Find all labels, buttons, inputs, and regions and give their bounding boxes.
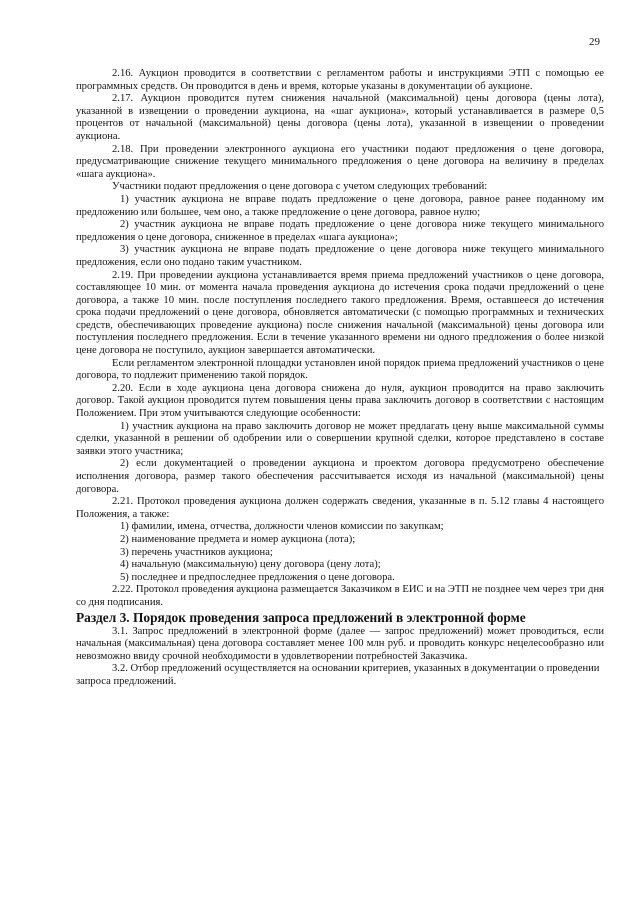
paragraph-2-22: 2.22. Протокол проведения аукциона размещается Заказчиком в ЕИС и на ЭТП не позднее чем через три дня со дня подписания. xyxy=(76,584,604,608)
protocol-item-2: 2) наименование предмета и номер аукциона (лота); xyxy=(120,533,356,545)
requirement-item-2: 2) участник аукциона не вправе подать предложение о цене договора ниже текущего минимального предложения о цене договора, сниженное в пределах «шага аукциона»; xyxy=(76,219,604,243)
paragraph-2-19-note: Если регламентом электронной площадки установлен иной порядок приема предложений участников о цене договора, то подлежит применению такой порядок. xyxy=(76,357,604,382)
paragraph-2-20: 2.20. Если в ходе аукциона цена договора снижена до нуля, аукцион проводится на право заключить договор. Такой аукцион проводится путем повышения цены права заключить договор в соответствии с настоящим Положением. При этом учитываются следующие особенности: xyxy=(76,382,604,420)
feature-item-2: 2) если документацией о проведении аукциона и проектом договора предусмотрено обеспечение исполнения договора, размер такого обеспечения рассчитывается исходя из начальной (максимальной) цены договора. xyxy=(76,458,604,495)
section-3-heading: Раздел 3. Порядок проведения запроса предложений в электронной форме xyxy=(76,609,526,625)
paragraph-2-21: 2.21. Протокол проведения аукциона должен содержать сведения, указанные в п. 5.12 главы 4 настоящего Положения, а также: xyxy=(76,496,604,520)
protocol-item-3: 3) перечень участников аукциона; xyxy=(120,546,273,558)
feature-item-1: 1) участник аукциона на право заключить договор не может предлагать цену выше максимальной суммы сделки, указанной в решении об одобрении или о совершении крупной сделки, которое представлено в составе заявки этого участника; xyxy=(76,420,604,457)
page-number: 29 xyxy=(589,36,600,48)
document-body xyxy=(76,68,604,689)
paragraph-3-1: 3.1. Запрос предложений в электронной форме (далее — запрос предложений) может проводиться, если начальная (максимальная) цена договора составляет менее 100 млн руб. и проводить конкурс нецелесообразно или невозможно ввиду срочной необходимости в удовлетворении потребностей Заказчика. xyxy=(76,625,604,662)
requirement-item-3: 3) участник аукциона не вправе подать предложение о цене договора ниже текущего минимального предложения, если оно подано таким участником. xyxy=(76,244,604,268)
paragraph-2-19: 2.19. При проведении аукциона устанавливается время приема предложений участников о цене договора, составляющее 10 мин. от момента начала проведения аукциона до истечения срока подачи предложений о цене договора, а также 10 мин. после поступления последнего такого предложения. Время, оставшееся до истечения срока подачи предложений о цене договора, обновляется автоматически (с помощью программных и технических средств, обеспечивающих проведение аукциона) после снижения начальной (максимальной) цены договора или поступления последнего предложения. Если в течение указанного времени ни одного предложения о более низкой цене договора не поступило, аукцион завершается автоматически. xyxy=(76,269,604,357)
paragraph-2-16: 2.16. Аукцион проводится в соответствии с регламентом работы и инструкциями ЭТП с помощью ее программных средств. Он проводится в день и время, которые указаны в документации об аукционе. xyxy=(76,68,604,92)
protocol-item-1: 1) фамилии, имена, отчества, должности членов комиссии по закупкам; xyxy=(120,521,444,533)
protocol-item-4: 4) начальную (максимальную) цену договора (цену лота); xyxy=(120,559,381,571)
protocol-item-5: 5) последнее и предпоследнее предложения о цене договора. xyxy=(120,571,395,583)
paragraph-2-17: 2.17. Аукцион проводится путем снижения начальной (максимальной) цены договора (цены лота), указанной в извещении о проведении аукциона, на «шаг аукциона», который устанавливается в размере 0,5 процентов от начальной (максимальной) цены договора (цены лота), указанной в извещении о проведении аукциона. xyxy=(76,93,604,142)
paragraph-requirements-intro: Участники подают предложения о цене договора с учетом следующих требований: xyxy=(112,181,488,193)
paragraph-3-2: 3.2. Отбор предложений осуществляется на основании критериев, указанных в документации о проведении запроса предложений. xyxy=(76,663,600,687)
paragraph-2-18: 2.18. При проведении электронного аукциона его участники подают предложения о цене договора, предусматривающие снижение текущего минимального предложения о цене договора на величину в пределах «шага аукциона». xyxy=(76,143,604,180)
requirement-item-1: 1) участник аукциона не вправе подать предложение о цене договора, равное ранее поданному им предложению или большее, чем оно, а также предложение о цене договора, равное нулю; xyxy=(76,193,604,218)
